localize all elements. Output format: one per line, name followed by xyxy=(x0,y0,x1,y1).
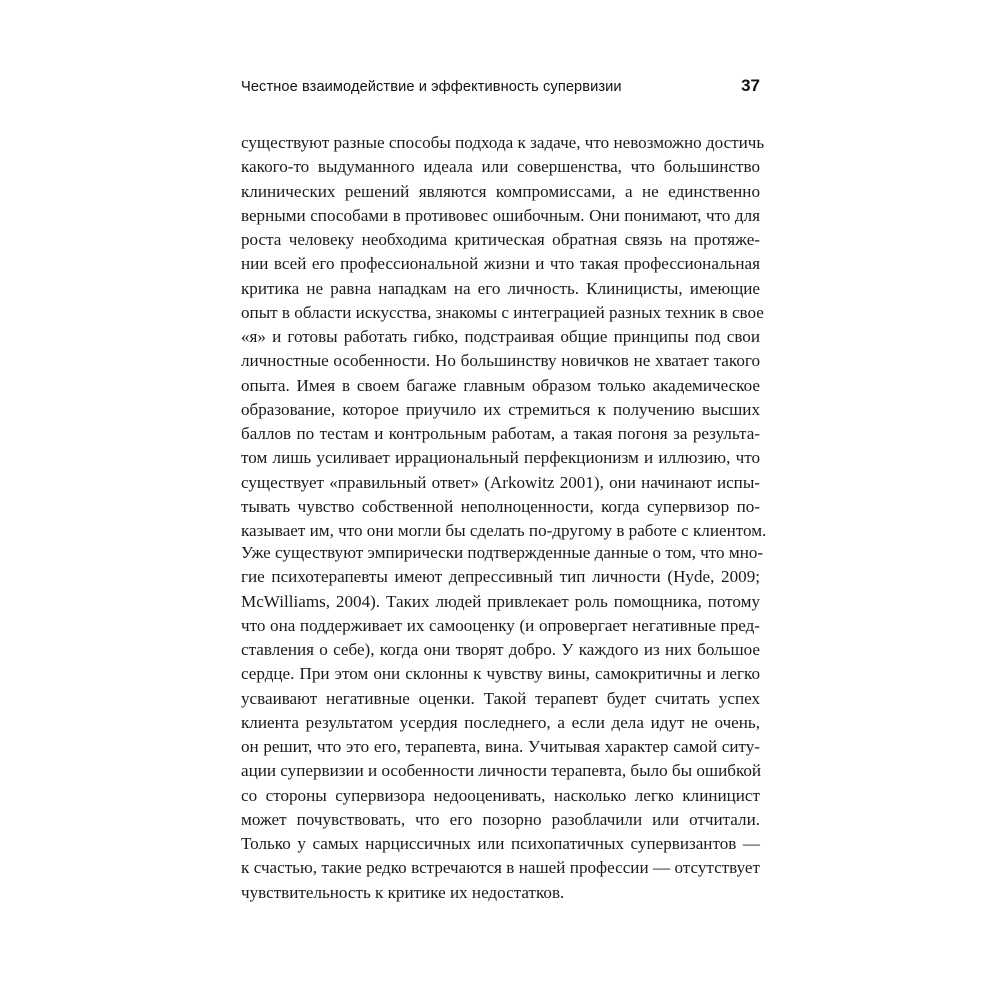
text-line: верными способами в противовес ошибочным. Они понимают, что для xyxy=(241,205,760,225)
text-line: чувствительность к критике их недостатков. xyxy=(241,882,565,902)
page-number: 37 xyxy=(741,76,760,95)
text-line: баллов по тестам и контрольным работам, а такая погоня за результа- xyxy=(241,424,760,443)
text-line: клиента результатом усердия последнего, а если дела идут не очень, xyxy=(241,712,760,732)
text-line: критика не равна нападкам на его личность. Клиницисты, имеющие xyxy=(241,278,760,298)
text-line: Уже существуют эмпирически подтвержденные данные о том, что мно- xyxy=(241,543,764,562)
text-line: гие психотерапевты имеют депрессивный тип личности (Hyde, 2009; xyxy=(241,567,760,587)
text-line: Только у самых нарциссичных или психопатичных супервизантов — xyxy=(241,834,760,853)
text-line: личностные особенности. Но большинству новичков не хватает такого xyxy=(241,351,760,371)
text-line: он решит, что это его, терапевта, вина. Учитывая характер самой ситу- xyxy=(241,737,760,756)
paragraph-2 xyxy=(241,541,764,905)
text-line: тывать чувство собственной неполноценности, когда супервизор по- xyxy=(241,496,760,516)
text-line: опыт в области искусства, знакомы с интеграцией разных техник в свое xyxy=(241,302,764,322)
text-line: какого-то выдуманного идеала или совершенства, что большинство xyxy=(241,157,760,177)
text-line: ставления о себе), когда они творят добро. У каждого из них большое xyxy=(241,640,760,659)
paragraph-1 xyxy=(241,131,767,543)
text-line: казывает им, что они могли бы сделать по-другому в работе с клиентом. xyxy=(241,521,767,540)
text-line: роста человеку необходима критическая обратная связь на протяже- xyxy=(241,230,760,249)
running-title: Честное взаимодействие и эффективность супервизии xyxy=(241,79,622,95)
running-header xyxy=(241,76,760,100)
text-line: может почувствовать, что его позорно разоблачили или отчитали. xyxy=(241,809,760,829)
text-line: образование, которое приучило их стремиться к получению высших xyxy=(241,399,760,419)
text-line: нии всей его профессиональной жизни и что такая профессиональная xyxy=(241,254,760,274)
text-line: существуют разные способы подхода к задаче, что невозможно достичь xyxy=(241,133,765,152)
text-line: ации супервизии и особенности личности терапевта, было бы ошибкой xyxy=(241,761,762,781)
text-line: клинических решений являются компромиссами, а не единственно xyxy=(241,181,760,201)
text-line: том лишь усиливает иррациональный перфекционизм и иллюзию, что xyxy=(241,448,760,468)
text-line: McWilliams, 2004). Таких людей привлекает роль помощника, потому xyxy=(241,591,760,611)
text-line: существует «правильный ответ» (Arkowitz 2001), они начинают испы- xyxy=(241,472,760,492)
text-line: сердце. При этом они склонны к чувству вины, самокритичны и легко xyxy=(241,664,760,684)
text-line: к счастью, такие редко встречаются в нашей профессии — отсутствует xyxy=(241,858,760,878)
text-line: «я» и готовы работать гибко, подстраивая общие принципы под свои xyxy=(241,327,760,346)
text-line: усваивают негативные оценки. Такой терапевт будет считать успех xyxy=(241,688,760,708)
text-line: со стороны супервизора недооценивать, насколько легко клиницист xyxy=(241,785,760,805)
text-line: что она поддерживает их самооценку (и опровергает негативные пред- xyxy=(241,615,760,635)
text-line: опыта. Имея в своем багаже главным образом только академическое xyxy=(241,375,760,395)
